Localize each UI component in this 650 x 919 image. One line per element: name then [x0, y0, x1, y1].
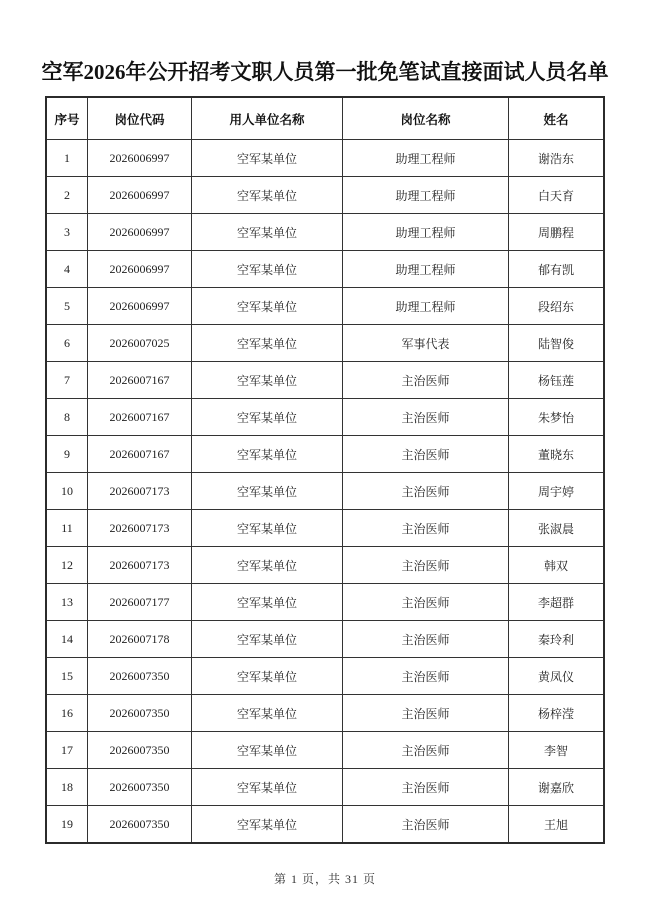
job-code-cell: 2026007167 [88, 362, 192, 399]
job-title-cell: 助理工程师 [343, 288, 509, 325]
row-number-cell: 5 [46, 288, 88, 325]
table-header [46, 97, 604, 140]
personnel-table [45, 96, 605, 844]
table-row [46, 288, 604, 325]
table-row [46, 806, 604, 844]
job-code-cell: 2026007025 [88, 325, 192, 362]
job-code-cell: 2026007178 [88, 621, 192, 658]
person-name-cell: 秦玲利 [509, 621, 605, 658]
row-number-cell: 8 [46, 399, 88, 436]
unit-name-cell: 空军某单位 [192, 621, 343, 658]
unit-name-cell: 空军某单位 [192, 769, 343, 806]
person-name-cell: 黄凤仪 [509, 658, 605, 695]
person-name-cell: 段绍东 [509, 288, 605, 325]
unit-name-cell: 空军某单位 [192, 325, 343, 362]
job-title-cell: 主治医师 [343, 806, 509, 844]
row-number-cell: 17 [46, 732, 88, 769]
table-row [46, 658, 604, 695]
column-header: 用人单位名称 [192, 97, 343, 140]
person-name-cell: 王旭 [509, 806, 605, 844]
table-row [46, 621, 604, 658]
column-header: 姓名 [509, 97, 605, 140]
person-name-cell: 杨梓滢 [509, 695, 605, 732]
unit-name-cell: 空军某单位 [192, 695, 343, 732]
row-number-cell: 2 [46, 177, 88, 214]
header-row [46, 97, 604, 140]
table-row [46, 362, 604, 399]
row-number-cell: 10 [46, 473, 88, 510]
row-number-cell: 15 [46, 658, 88, 695]
job-code-cell: 2026007167 [88, 399, 192, 436]
unit-name-cell: 空军某单位 [192, 510, 343, 547]
job-code-cell: 2026007173 [88, 473, 192, 510]
job-title-cell: 主治医师 [343, 510, 509, 547]
table-row [46, 140, 604, 177]
table-row [46, 436, 604, 473]
row-number-cell: 3 [46, 214, 88, 251]
column-header: 序号 [46, 97, 88, 140]
unit-name-cell: 空军某单位 [192, 732, 343, 769]
job-title-cell: 助理工程师 [343, 251, 509, 288]
table-row [46, 251, 604, 288]
unit-name-cell: 空军某单位 [192, 547, 343, 584]
row-number-cell: 19 [46, 806, 88, 844]
unit-name-cell: 空军某单位 [192, 288, 343, 325]
job-code-cell: 2026007350 [88, 658, 192, 695]
job-title-cell: 主治医师 [343, 584, 509, 621]
job-title-cell: 主治医师 [343, 362, 509, 399]
row-number-cell: 14 [46, 621, 88, 658]
table-row [46, 177, 604, 214]
job-code-cell: 2026007177 [88, 584, 192, 621]
unit-name-cell: 空军某单位 [192, 473, 343, 510]
person-name-cell: 周宇婷 [509, 473, 605, 510]
row-number-cell: 9 [46, 436, 88, 473]
row-number-cell: 16 [46, 695, 88, 732]
person-name-cell: 董晓东 [509, 436, 605, 473]
person-name-cell: 谢浩东 [509, 140, 605, 177]
person-name-cell: 张淑晨 [509, 510, 605, 547]
column-header: 岗位名称 [343, 97, 509, 140]
unit-name-cell: 空军某单位 [192, 177, 343, 214]
table-row [46, 473, 604, 510]
unit-name-cell: 空军某单位 [192, 399, 343, 436]
table-body [46, 140, 604, 844]
job-title-cell: 主治医师 [343, 695, 509, 732]
job-title-cell: 主治医师 [343, 658, 509, 695]
job-title-cell: 主治医师 [343, 436, 509, 473]
table-row [46, 214, 604, 251]
unit-name-cell: 空军某单位 [192, 806, 343, 844]
job-code-cell: 2026007167 [88, 436, 192, 473]
job-code-cell: 2026006997 [88, 177, 192, 214]
job-title-cell: 主治医师 [343, 473, 509, 510]
page-number: 第 1 页，共 31 页 [273, 872, 376, 886]
job-code-cell: 2026006997 [88, 214, 192, 251]
row-number-cell: 1 [46, 140, 88, 177]
row-number-cell: 18 [46, 769, 88, 806]
job-code-cell: 2026007173 [88, 547, 192, 584]
person-name-cell: 郁有凯 [509, 251, 605, 288]
row-number-cell: 13 [46, 584, 88, 621]
person-name-cell: 李超群 [509, 584, 605, 621]
person-name-cell: 李智 [509, 732, 605, 769]
unit-name-cell: 空军某单位 [192, 140, 343, 177]
job-code-cell: 2026007350 [88, 732, 192, 769]
table-row [46, 399, 604, 436]
table-row [46, 695, 604, 732]
job-title-cell: 主治医师 [343, 547, 509, 584]
table-row [46, 732, 604, 769]
column-header: 岗位代码 [88, 97, 192, 140]
row-number-cell: 12 [46, 547, 88, 584]
job-code-cell: 2026007350 [88, 769, 192, 806]
person-name-cell: 谢嘉欣 [509, 769, 605, 806]
job-code-cell: 2026007173 [88, 510, 192, 547]
person-name-cell: 陆智俊 [509, 325, 605, 362]
unit-name-cell: 空军某单位 [192, 362, 343, 399]
table-row [46, 547, 604, 584]
unit-name-cell: 空军某单位 [192, 436, 343, 473]
job-code-cell: 2026007350 [88, 695, 192, 732]
job-title-cell: 主治医师 [343, 769, 509, 806]
job-title-cell: 助理工程师 [343, 140, 509, 177]
job-title-cell: 主治医师 [343, 621, 509, 658]
job-title-cell: 主治医师 [343, 732, 509, 769]
table-row [46, 510, 604, 547]
job-code-cell: 2026006997 [88, 251, 192, 288]
job-code-cell: 2026006997 [88, 140, 192, 177]
job-code-cell: 2026007350 [88, 806, 192, 844]
job-title-cell: 军事代表 [343, 325, 509, 362]
job-code-cell: 2026006997 [88, 288, 192, 325]
row-number-cell: 6 [46, 325, 88, 362]
unit-name-cell: 空军某单位 [192, 584, 343, 621]
unit-name-cell: 空军某单位 [192, 251, 343, 288]
table-row [46, 769, 604, 806]
person-name-cell: 韩双 [509, 547, 605, 584]
row-number-cell: 11 [46, 510, 88, 547]
person-name-cell: 周鹏程 [509, 214, 605, 251]
table-row [46, 584, 604, 621]
page-title: 空军2026年公开招考文职人员第一批免笔试直接面试人员名单 [41, 60, 609, 84]
person-name-cell: 杨钰莲 [509, 362, 605, 399]
row-number-cell: 4 [46, 251, 88, 288]
person-name-cell: 朱梦怡 [509, 399, 605, 436]
job-title-cell: 助理工程师 [343, 177, 509, 214]
unit-name-cell: 空军某单位 [192, 214, 343, 251]
row-number-cell: 7 [46, 362, 88, 399]
person-name-cell: 白天育 [509, 177, 605, 214]
unit-name-cell: 空军某单位 [192, 658, 343, 695]
job-title-cell: 助理工程师 [343, 214, 509, 251]
job-title-cell: 主治医师 [343, 399, 509, 436]
table-row [46, 325, 604, 362]
